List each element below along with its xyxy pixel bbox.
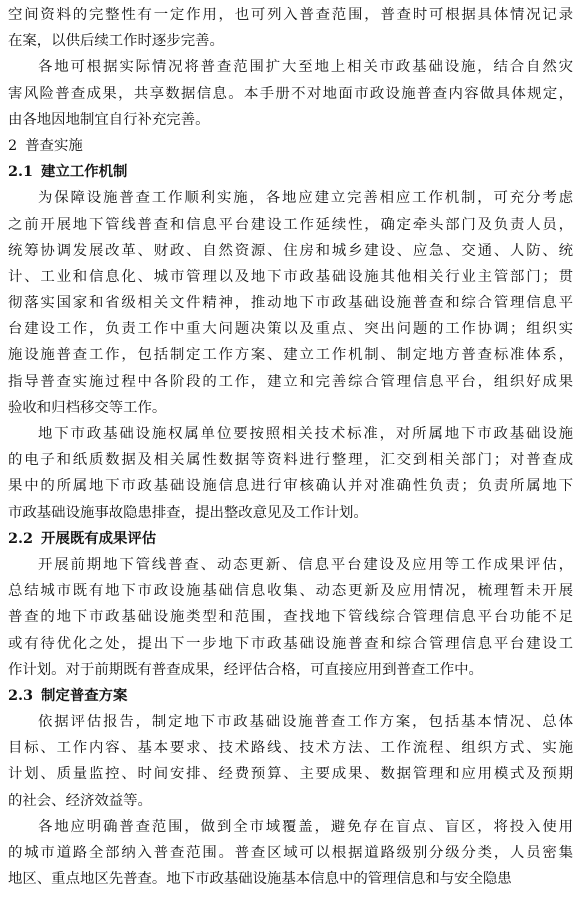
- text-line: 果中的所属地下市政基础设施信息进行审核确认并对准确性负责；负责所属地下: [8, 478, 573, 495]
- section-title: 开展既有成果评估: [41, 529, 157, 547]
- paragraph: [8, 421, 573, 526]
- text-line: 目标、工作内容、基本要求、技术路线、技术方法、工作流程、组织方式、实施: [8, 740, 573, 757]
- text-line: 开展前期地下管线普查、动态更新、信息平台建设及应用等工作成果评估，: [38, 556, 573, 573]
- text-line: 总结城市既有地下市政设施基础信息收集、动态更新及应用情况，梳理暂未开展: [8, 583, 573, 600]
- text-line: 各地可根据实际情况将普查范围扩大至地上相关市政基础设施，结合自然灾: [38, 59, 573, 76]
- text-line: 为保障设施普查工作顺利实施，各地应建立完善相应工作机制，可充分考虑: [38, 190, 573, 207]
- text-line: 验收和归档移交等工作。: [8, 399, 167, 416]
- text-line: 的社会、经济效益等。: [8, 792, 152, 809]
- text-line: 害风险普查成果，共享数据信息。本手册不对地面市政设施普查内容做具体规定，: [8, 85, 573, 102]
- paragraph: [8, 552, 573, 683]
- text-line: 之前开展地下管线普查和信息平台建设工作延续性，确定牵头部门及负责人员，: [8, 216, 573, 233]
- text-line: 在案，以供后续工作时逐步完善。: [8, 33, 224, 50]
- text-line: 的电子和纸质数据及相关属性数据等资料进行整理，汇交到相关部门；对普查成: [8, 452, 573, 469]
- text-line: 作计划。对于前期既有普查成果，经评估合格，可直接应用到普查工作中。: [8, 661, 483, 678]
- text-line: 地下市政基础设施权属单位要按照相关技术标准，对所属地下市政基础设施: [38, 426, 573, 442]
- paragraph: [8, 2, 573, 54]
- paragraph: [8, 814, 573, 893]
- section-number: 2.2: [8, 529, 34, 547]
- section-heading: [8, 133, 573, 159]
- section-number: 2: [8, 137, 18, 154]
- text-line: 各地应明确普查范围，做到全市域覆盖，避免存在盲点、盲区，将投入使用: [38, 818, 573, 835]
- section-title: 制定普查方案: [41, 686, 128, 704]
- text-line: 彻落实国家和省级相关文件精神，推动地下市政基础设施普查和综合管理信息平: [8, 295, 573, 312]
- section-heading: [8, 683, 573, 709]
- text-line: 普查的地下市政基础设施类型和范围，查找地下管线综合管理信息平台功能不足: [8, 609, 573, 626]
- text-line: 计划、质量监控、时间安排、经费预算、主要成果、数据管理和应用模式及预期: [8, 766, 573, 783]
- text-line: 台建设工作，负责工作中重大问题决策以及重点、突出问题的工作协调；组织实: [8, 321, 573, 338]
- text-line: 或有待优化之处，提出下一步地下市政基础设施普查和综合管理信息平台建设工: [8, 635, 573, 652]
- section-heading: [8, 159, 573, 185]
- text-line: 计、工业和信息化、城市管理以及地下市政基础设施其他相关行业主管部门；贯: [8, 268, 573, 285]
- text-line: 市政基础设施事故隐患排查，提出整改意见及工作计划。: [8, 504, 368, 521]
- text-line: 地区、重点地区先普查。地下市政基础设施基本信息中的管理信息和与安全隐患: [8, 871, 512, 888]
- text-line: 统筹协调发展改革、财政、自然资源、住房和城乡建设、应急、交通、人防、统: [8, 242, 573, 259]
- text-line: 的城市道路全部纳入普查范围。普查区域可以根据道路级别分级分类，人员密集: [8, 845, 573, 861]
- section-heading: [8, 526, 573, 552]
- section-number: 2.3: [8, 686, 34, 704]
- text-line: 由各地因地制宜自行补充完善。: [8, 111, 210, 128]
- text-line: 施设施普查工作，包括制定工作方案、建立工作机制、制定地方普查标准体系，: [8, 347, 573, 364]
- text-line: 依据评估报告，制定地下市政基础设施普查工作方案，包括基本情况、总体: [38, 714, 573, 731]
- paragraph: [8, 185, 573, 421]
- paragraph: [8, 709, 573, 814]
- text-line: 指导普查实施过程中各阶段的工作，建立和完善综合管理信息平台，组织好成果: [8, 373, 573, 390]
- paragraph: [8, 54, 573, 133]
- text-line: 空间资料的完整性有一定作用，也可列入普查范围，普查时可根据具体情况记录: [8, 7, 573, 23]
- section-title: 普查实施: [25, 137, 83, 154]
- section-number: 2.1: [8, 163, 34, 181]
- section-title: 建立工作机制: [41, 163, 128, 181]
